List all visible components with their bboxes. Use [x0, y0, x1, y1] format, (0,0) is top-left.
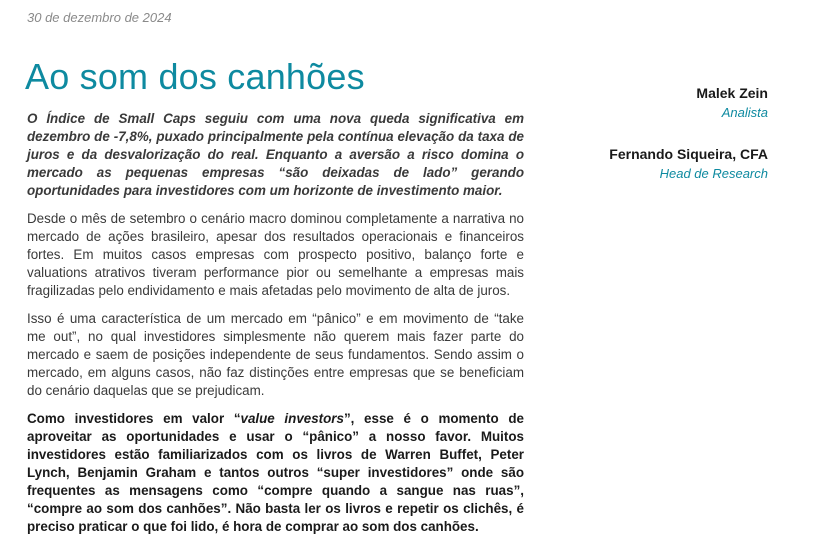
author-role: Analista: [721, 105, 768, 120]
body-paragraph-1: Desde o mês de setembro o cenário macro dominou completamente a narrativa no mercado de ações brasileiro, apesar dos resultados operacionais e financeiros fortes. Em muitos casos empresas com prospecto positivo, balanço forte e valuations atrativos tiveram performance pior ou semelhante a empresas mais fragilizadas pelo endividamento e mais afetadas pelo movimento de alta de juros.: [27, 211, 524, 298]
body-paragraph-3: [27, 410, 524, 536]
value-investors-emphasis: value investors: [240, 411, 344, 426]
author-entry: [609, 83, 768, 123]
lead-paragraph: O Índice de Small Caps seguiu com uma nova queda significativa em dezembro de -7,8%, puxado principalmente pela contínua elevação da taxa de juros e da desvalorização do real. Enquanto a aversão a risco domina o mercado as pequenas empresas “são deixadas de lado” gerando oportunidades para investidores com um horizonte de investimento maior.: [27, 111, 524, 198]
author-entry: [609, 144, 768, 184]
report-date: 30 de dezembro de 2024: [27, 10, 172, 25]
author-name: Fernando Siqueira, CFA: [609, 146, 768, 162]
authors-panel: [609, 83, 768, 205]
author-role: Head de Research: [659, 166, 768, 181]
paragraph-3-start: Como investidores em valor “: [27, 411, 241, 426]
author-name: Malek Zein: [696, 85, 768, 101]
paragraph-3-end: ”, esse é o momento de aproveitar as oportunidades e usar o “pânico” a nosso favor. Muitos investidores estão familiarizados com os livros de Warren Buffet, Peter Lynch, Benjamin Graham e tantos outros “super investidores” onde são frequentes as mensagens como “compre quando a sangue nas ruas”, “compre ao som dos canhões”. Não basta ler os livros e repetir os clichês, é preciso praticar o que foi lido, é hora de comprar ao som dos canhões.: [27, 411, 524, 534]
body-paragraph-2: Isso é uma característica de um mercado em “pânico” e em movimento de “take me out”, no qual investidores simplesmente não querem mais fazer parte do mercado e saem de posições independente de seus fundamentos. Sendo assim o mercado, em alguns casos, não faz distinções entre empresas que se beneficiam do cenário daquelas que se prejudicam.: [27, 311, 524, 398]
page-title: Ao som dos canhões: [25, 56, 365, 97]
article-body: [27, 110, 524, 546]
